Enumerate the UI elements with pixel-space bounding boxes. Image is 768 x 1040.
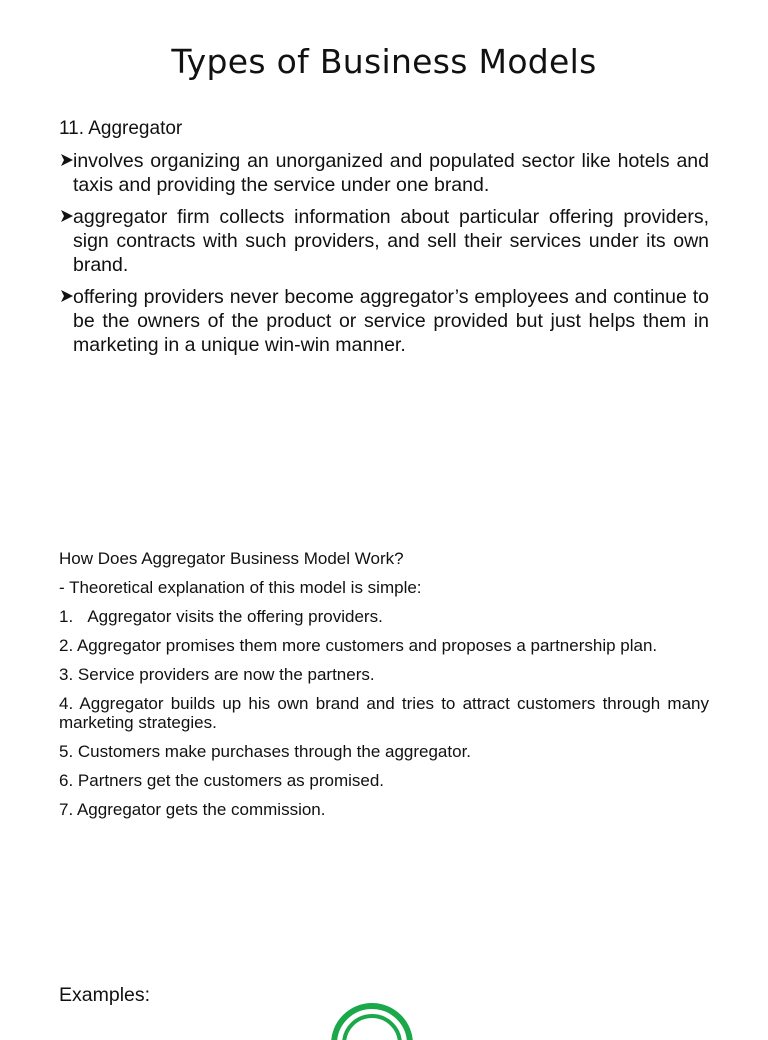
green-ring-logo — [330, 1000, 420, 1040]
bullet-list — [59, 149, 709, 365]
bullet-item — [59, 149, 709, 197]
bullet-text: aggregator firm collects information about particular offering providers, sign contracts with such providers, and sell their services under its own brand. — [73, 206, 709, 276]
bullet-text: involves organizing an unorganized and populated sector like hotels and taxis and providing the service under one brand. — [73, 150, 709, 196]
how-intro: - Theoretical explanation of this model is simple: — [59, 578, 422, 597]
arrowhead-bullet-icon — [59, 288, 75, 304]
step-item: 7. Aggregator gets the commission. — [59, 800, 326, 819]
page-title: Types of Business Models — [171, 42, 597, 81]
arrowhead-bullet-icon — [59, 208, 75, 224]
bullet-item — [59, 205, 709, 277]
bullet-item — [59, 285, 709, 357]
how-heading: How Does Aggregator Business Model Work? — [59, 549, 404, 568]
step-item: 4. Aggregator builds up his own brand and tries to attract customers through many marketing strategies. — [59, 694, 709, 732]
section-heading: 11. Aggregator — [59, 118, 183, 139]
step-item: 5. Customers make purchases through the aggregator. — [59, 742, 472, 761]
step-item: 2. Aggregator promises them more customers and proposes a partnership plan. — [59, 636, 658, 655]
step-item: 3. Service providers are now the partners. — [59, 665, 375, 684]
bullet-text: offering providers never become aggregator’s employees and continue to be the owners of the product or service provided but just helps them in marketing in a unique win-win manner. — [73, 286, 709, 356]
arrowhead-bullet-icon — [59, 152, 75, 168]
step-item: 6. Partners get the customers as promised. — [59, 771, 385, 790]
examples-label: Examples: — [59, 984, 151, 1006]
how-it-works-section — [59, 549, 709, 829]
step-item: 1. Aggregator visits the offering providers. — [59, 607, 383, 626]
